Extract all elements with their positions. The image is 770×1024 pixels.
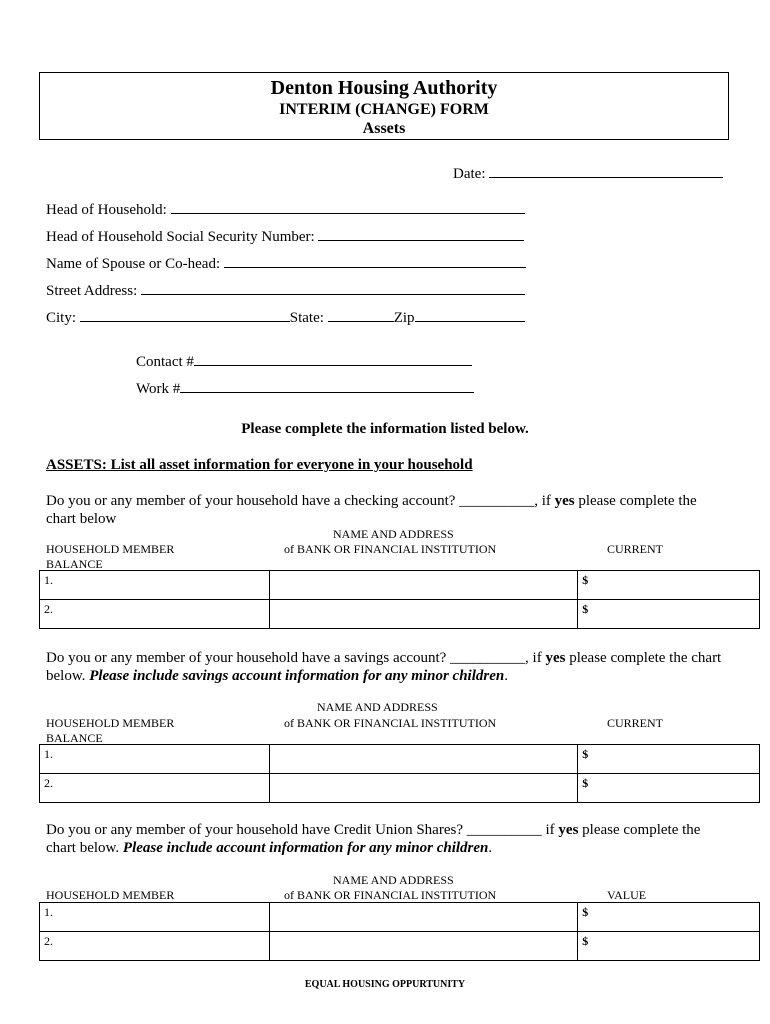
spouse-blank[interactable] [224,254,526,268]
checking-col1-header: HOUSEHOLD MEMBER [46,542,175,556]
member-cell[interactable]: 1. [40,745,270,774]
street-address-blank[interactable] [141,281,525,295]
institution-cell[interactable] [269,745,578,774]
contact-blank[interactable] [194,352,472,366]
contact-label: Contact # [136,354,194,370]
institution-cell[interactable] [269,571,578,600]
checking-col2-header-a: NAME AND ADDRESS [333,527,454,541]
member-cell[interactable]: 2. [40,774,270,803]
ssn-field[interactable] [46,227,524,246]
footer-equal-housing: EQUAL HOUSING OPPURTUNITY [304,979,466,990]
checking-col2-header-b: of BANK OR FINANCIAL INSTITUTION [284,542,497,556]
savings-table [39,744,760,803]
amount-cell[interactable]: $ [578,571,760,600]
savings-col1-header: HOUSEHOLD MEMBER [46,716,175,730]
amount-cell[interactable]: $ [578,745,760,774]
city-blank[interactable] [80,308,290,322]
credit-union-col2-header-a: NAME AND ADDRESS [333,873,454,887]
savings-col1-header-b: BALANCE [46,731,103,745]
work-blank[interactable] [180,379,474,393]
work-label: Work # [136,381,181,397]
member-cell[interactable]: 1. [40,903,270,932]
savings-question: Do you or any member of your household have a savings account? __________, if yes please complete the chart below. Please include savings account information for any minor children. [46,650,722,684]
form-title: INTERIM (CHANGE) FORM [279,101,489,118]
form-subtitle: Assets [362,120,406,137]
state-blank[interactable] [328,308,394,322]
spouse-field[interactable] [46,254,526,273]
spouse-label: Name of Spouse or Co-head: [46,256,221,272]
table-row [40,932,760,961]
work-field[interactable] [136,379,474,398]
ssn-label: Head of Household Social Security Number: [46,229,315,245]
zip-label: Zip [393,310,415,326]
table-row [40,571,760,600]
instructions: Please complete the information listed below. [241,421,529,437]
amount-cell[interactable]: $ [578,932,760,961]
checking-table [39,570,760,629]
table-row [40,600,760,629]
amount-cell[interactable]: $ [578,774,760,803]
form-header [39,72,729,140]
member-cell[interactable]: 2. [40,600,270,629]
checking-col1-header-b: BALANCE [46,557,103,571]
credit-union-table [39,902,760,961]
savings-col2-header-b: of BANK OR FINANCIAL INSTITUTION [284,716,497,730]
member-cell[interactable]: 1. [40,571,270,600]
date-label: Date: [453,166,486,182]
state-label: State: [289,310,324,326]
member-cell[interactable]: 2. [40,932,270,961]
checking-question: Do you or any member of your household have a checking account? __________, if yes please complete the chart below [46,493,697,527]
street-address-label: Street Address: [46,283,138,299]
ssn-blank[interactable] [318,227,524,241]
credit-union-col2-header-b: of BANK OR FINANCIAL INSTITUTION [284,888,497,902]
table-row [40,903,760,932]
head-of-household-label: Head of Household: [46,202,167,218]
institution-cell[interactable] [269,774,578,803]
credit-union-col1-header: HOUSEHOLD MEMBER [46,888,175,902]
organization-name: Denton Housing Authority [270,77,498,99]
table-row [40,745,760,774]
city-state-zip-field[interactable] [46,308,525,327]
head-of-household-blank[interactable] [171,200,525,214]
credit-union-question: Do you or any member of your household have Credit Union Shares? __________ if yes please complete the chart below. Please include account information for any minor children. [46,822,701,856]
savings-col2-header-a: NAME AND ADDRESS [317,700,438,714]
assets-heading: ASSETS: List all asset information for everyone in your household [46,457,473,473]
checking-col3-header: CURRENT [607,542,664,556]
street-address-field[interactable] [46,281,525,300]
table-row [40,774,760,803]
institution-cell[interactable] [269,932,578,961]
institution-cell[interactable] [269,903,578,932]
city-label: City: [46,310,77,326]
credit-union-col3-header: VALUE [607,888,647,902]
date-blank[interactable] [489,164,723,178]
amount-cell[interactable]: $ [578,903,760,932]
zip-blank[interactable] [415,308,525,322]
savings-col3-header: CURRENT [607,716,664,730]
amount-cell[interactable]: $ [578,600,760,629]
date-field[interactable] [453,164,723,183]
institution-cell[interactable] [269,600,578,629]
head-of-household-field[interactable] [46,200,525,219]
contact-field[interactable] [136,352,472,371]
